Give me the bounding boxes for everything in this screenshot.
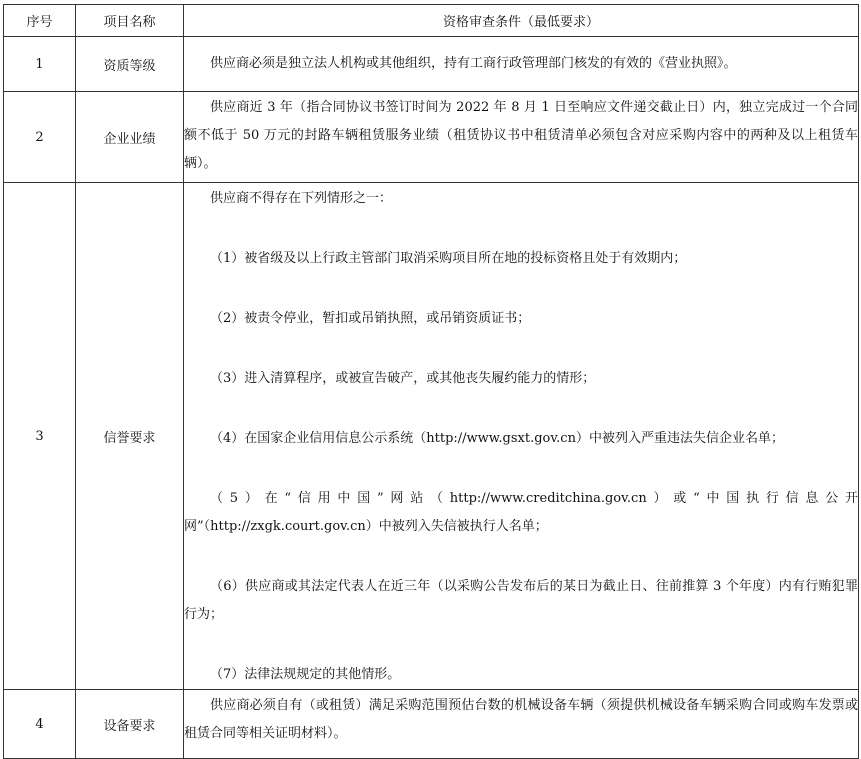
table-header [4, 5, 859, 37]
criteria-item-3: （3）进入清算程序，或被宣告破产，或其他丧失履约能力的情形； [210, 371, 596, 386]
criteria-item-4: （4）在国家企业信用信息公示系统（http://www.gsxt.gov.cn）中被列入严重违法失信企业名单； [210, 431, 784, 446]
row-criteria [184, 183, 859, 690]
row-seq: 1 [4, 37, 76, 92]
row-item: 企业业绩 [76, 92, 184, 183]
qualification-table [3, 4, 859, 759]
criteria-item-2: （2）被责令停业，暂扣或吊销执照，或吊销资质证书； [210, 311, 531, 326]
header-item: 项目名称 [76, 5, 184, 37]
row-seq: 4 [4, 690, 76, 759]
row-criteria [184, 37, 859, 92]
table-row [4, 37, 859, 92]
header-criteria: 资格审查条件（最低要求） [184, 5, 859, 37]
criteria-item-6: （6）供应商或其法定代表人在近三年（以采购公告发布后的某日为截止日、往前推算 3 个年度）内有行贿犯罪行为； [184, 579, 858, 622]
table-row [4, 183, 859, 690]
row-item: 设备要求 [76, 690, 184, 759]
criteria-paragraph: 供应商不得存在下列情形之一： [210, 191, 393, 206]
criteria-item-7: （7）法律法规规定的其他情形。 [210, 667, 401, 682]
row-seq: 2 [4, 92, 76, 183]
row-criteria [184, 92, 859, 183]
criteria-item-1: （1）被省级及以上行政主管部门取消采购项目所在地的投标资格且处于有效期内； [210, 251, 687, 266]
header-seq: 序号 [4, 5, 76, 37]
table-row [4, 690, 859, 759]
table-row [4, 92, 859, 183]
row-item: 信誉要求 [76, 183, 184, 690]
row-item: 资质等级 [76, 37, 184, 92]
row-criteria [184, 690, 859, 759]
row-seq: 3 [4, 183, 76, 690]
criteria-paragraph: 供应商必须是独立法人机构或其他组织，持有工商行政管理部门核发的有效的《营业执照》。 [210, 56, 737, 71]
criteria-item-5: （5）在“信用中国”网站（http://www.creditchina.gov.cn）或“中国执行信息公开网”（http://zxgk.court.gov.cn）中被列入失信被执行人名单； [184, 491, 858, 534]
criteria-paragraph: 供应商近 3 年（指合同协议书签订时间为 2022 年 8 月 1 日至响应文件递交截止日）内，独立完成过一个合同额不低于 50 万元的封路车辆租赁服务业绩（租赁协议书中租赁清单必须包含对应采购内容中的两种及以上租赁车辆）。 [184, 100, 858, 171]
criteria-paragraph: 供应商必须自有（或租赁）满足采购范围预估台数的机械设备车辆（须提供机械设备车辆采购合同或购车发票或租赁合同等相关证明材料）。 [184, 698, 858, 741]
